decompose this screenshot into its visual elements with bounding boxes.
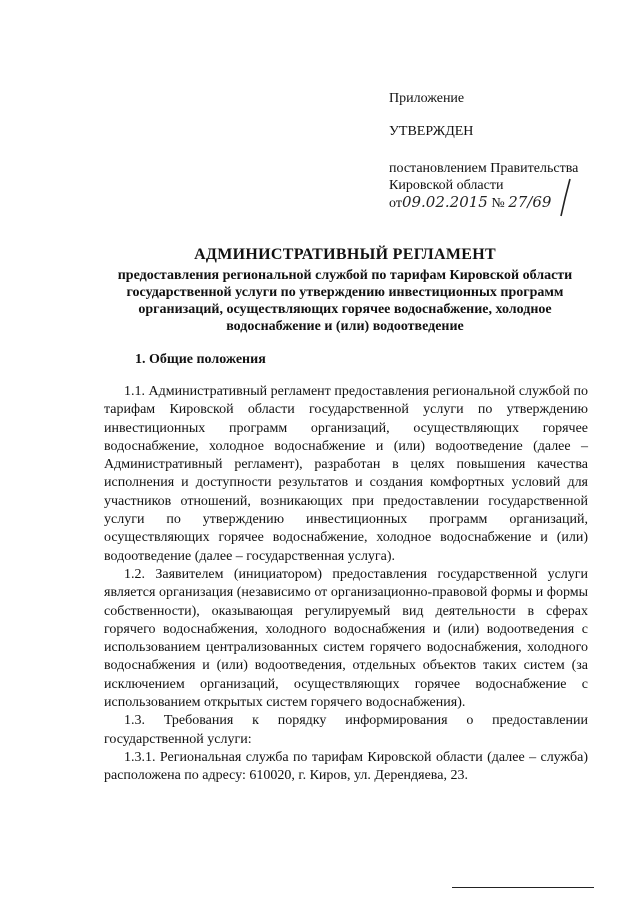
handwritten-number: 27/69 [508, 193, 552, 211]
footnote-divider [452, 887, 594, 888]
title-main: АДМИНИСТРАТИВНЫЙ РЕГЛАМЕНТ [194, 246, 496, 263]
decree-date-number [389, 194, 629, 212]
appendix-label: Приложение [389, 91, 465, 106]
decree-line-2: Кировской области [389, 178, 504, 193]
document-title [100, 245, 590, 335]
paragraph-1-2: 1.2. Заявителем (инициатором) предоставления государственной услуги является организация (независимо от организационно-правовой формы и формы собственности), оказывающая регулируемый вид деятельности в сферах горячего водоснабжения, холодного водоснабжения и (или) водоотведения с использованием централизованных систем горячего водоснабжения, холодного водоснабжения и (или) водоотведения, отдельных объектов таких систем (за исключением организаций, осуществляющих горячее водоснабжение с использованием открытых систем горячего водоснабжения). [104, 566, 588, 711]
section-heading: 1. Общие положения [135, 352, 266, 367]
number-prefix: № [491, 196, 505, 211]
paragraph-1-1: 1.1. Административный регламент предоставления региональной службой по тарифам Кировской области государственной услуги по утверждению инвестиционных программ организаций, осуществляющих горячее водоснабжение, холодное водоснабжение и (или) водоотведение (далее – Административный регламент), разработан в целях повышения качества исполнения и доступности результатов и создания комфортных условий для участников отношений, возникающих при предоставлении государственной услуги по утверждению инвестиционных программ организаций, осуществляющих горячее водоснабжение, холодное водоснабжение и (или) водоотведение (далее – государственная услуга). [104, 384, 588, 564]
paragraph-1-3: 1.3. Требования к порядку информирования о предоставлении государственной услуги: [104, 713, 588, 747]
decree-line-1: постановлением Правительства [389, 161, 579, 176]
document-body [104, 383, 588, 786]
date-prefix: от [389, 196, 402, 211]
paragraph-1-3-1: 1.3.1. Региональная служба по тарифам Кировской области (далее – служба) расположена по адресу: 610020, г. Киров, ул. Дерендяева, 23. [104, 749, 588, 784]
approval-block [389, 90, 629, 212]
handwritten-date: 09.02.2015 [401, 193, 488, 211]
title-subtitle: предоставления региональной службой по тарифам Кировской области государственной услуги по утверждению инвестиционных программ организаций, осуществляющих горячее водоснабжение, холодное водоснабжение и (или) водоотведение [117, 268, 573, 334]
approved-label: УТВЕРЖДЕН [389, 124, 474, 139]
handwritten-slash-stroke [558, 178, 572, 218]
